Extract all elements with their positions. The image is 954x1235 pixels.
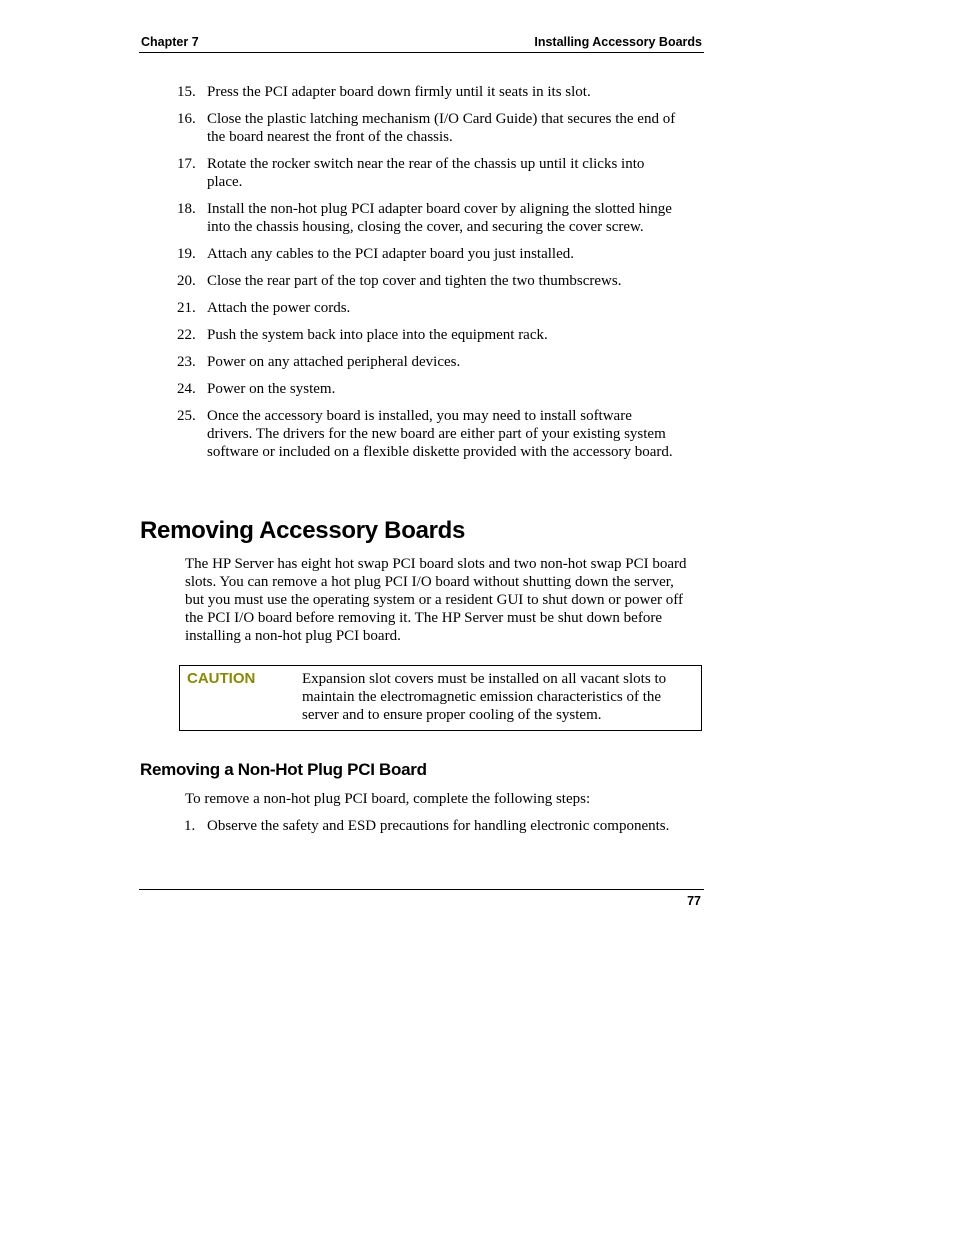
step-text: Press the PCI adapter board down firmly until it seats in its slot. [207, 84, 591, 100]
page-number: 77 [687, 894, 701, 908]
install-steps-list [139, 83, 704, 470]
page-footer [139, 889, 704, 908]
list-item [139, 155, 679, 191]
step-text: Attach any cables to the PCI adapter board you just installed. [207, 246, 574, 262]
step-text: Install the non-hot plug PCI adapter board cover by aligning the slotted hinge into the chassis housing, closing the cover, and securing the cover screw. [207, 201, 672, 235]
list-item [139, 110, 679, 146]
list-item [139, 245, 679, 263]
step-number: 16. [177, 111, 196, 127]
page-header [139, 33, 704, 53]
list-item [139, 83, 679, 101]
step-number: 23. [177, 354, 196, 370]
step-number: 21. [177, 300, 196, 316]
step-text: Close the rear part of the top cover and tighten the two thumbscrews. [207, 273, 622, 289]
step-text: Attach the power cords. [207, 300, 351, 316]
remove-steps-list [139, 817, 704, 844]
list-item [139, 817, 679, 835]
section-title: Removing Accessory Boards [140, 517, 466, 544]
step-text: Close the plastic latching mechanism (I/O Card Guide) that secures the end of the board nearest the front of the chassis. [207, 111, 676, 145]
step-number: 22. [177, 327, 196, 343]
list-item [139, 299, 679, 317]
step-number: 20. [177, 273, 196, 289]
step-number: 18. [177, 201, 196, 217]
step-text: Power on the system. [207, 381, 336, 397]
list-item [139, 326, 679, 344]
section-intro: The HP Server has eight hot swap PCI board slots and two non-hot swap PCI board slots. You can remove a hot plug PCI I/O board without shutting down the server, but you must use the operating system or a resident GUI to shut down or power off the PCI I/O board before removing it. The HP Server must be shut down before installing a non-hot plug PCI board. [185, 556, 687, 644]
list-item [139, 200, 679, 236]
step-number: 19. [177, 246, 196, 262]
step-number: 1. [184, 818, 196, 834]
caution-box [179, 665, 702, 731]
list-item [139, 407, 679, 461]
list-item [139, 272, 679, 290]
header-section: Installing Accessory Boards [534, 35, 702, 49]
caution-label: CAUTION [187, 670, 256, 687]
step-number: 17. [177, 156, 196, 172]
step-number: 15. [177, 84, 196, 100]
list-item [139, 380, 679, 398]
header-chapter: Chapter 7 [141, 35, 199, 49]
step-number: 24. [177, 381, 196, 397]
caution-text: Expansion slot covers must be installed on all vacant slots to maintain the electromagnetic emission characteristics of the server and to ensure proper cooling of the system. [302, 671, 667, 723]
step-text: Power on any attached peripheral devices. [207, 354, 461, 370]
step-text: Once the accessory board is installed, you may need to install software drivers. The drivers for the new board are either part of your existing system software or included on a flexible diskette provided with the accessory board. [207, 408, 673, 460]
subsection-intro: To remove a non-hot plug PCI board, complete the following steps: [185, 791, 591, 807]
step-text: Rotate the rocker switch near the rear of the chassis up until it clicks into place. [207, 156, 645, 190]
step-number: 25. [177, 408, 196, 424]
step-text: Observe the safety and ESD precautions for handling electronic components. [207, 818, 670, 834]
list-item [139, 353, 679, 371]
subsection-title: Removing a Non-Hot Plug PCI Board [140, 760, 427, 779]
step-text: Push the system back into place into the equipment rack. [207, 327, 548, 343]
